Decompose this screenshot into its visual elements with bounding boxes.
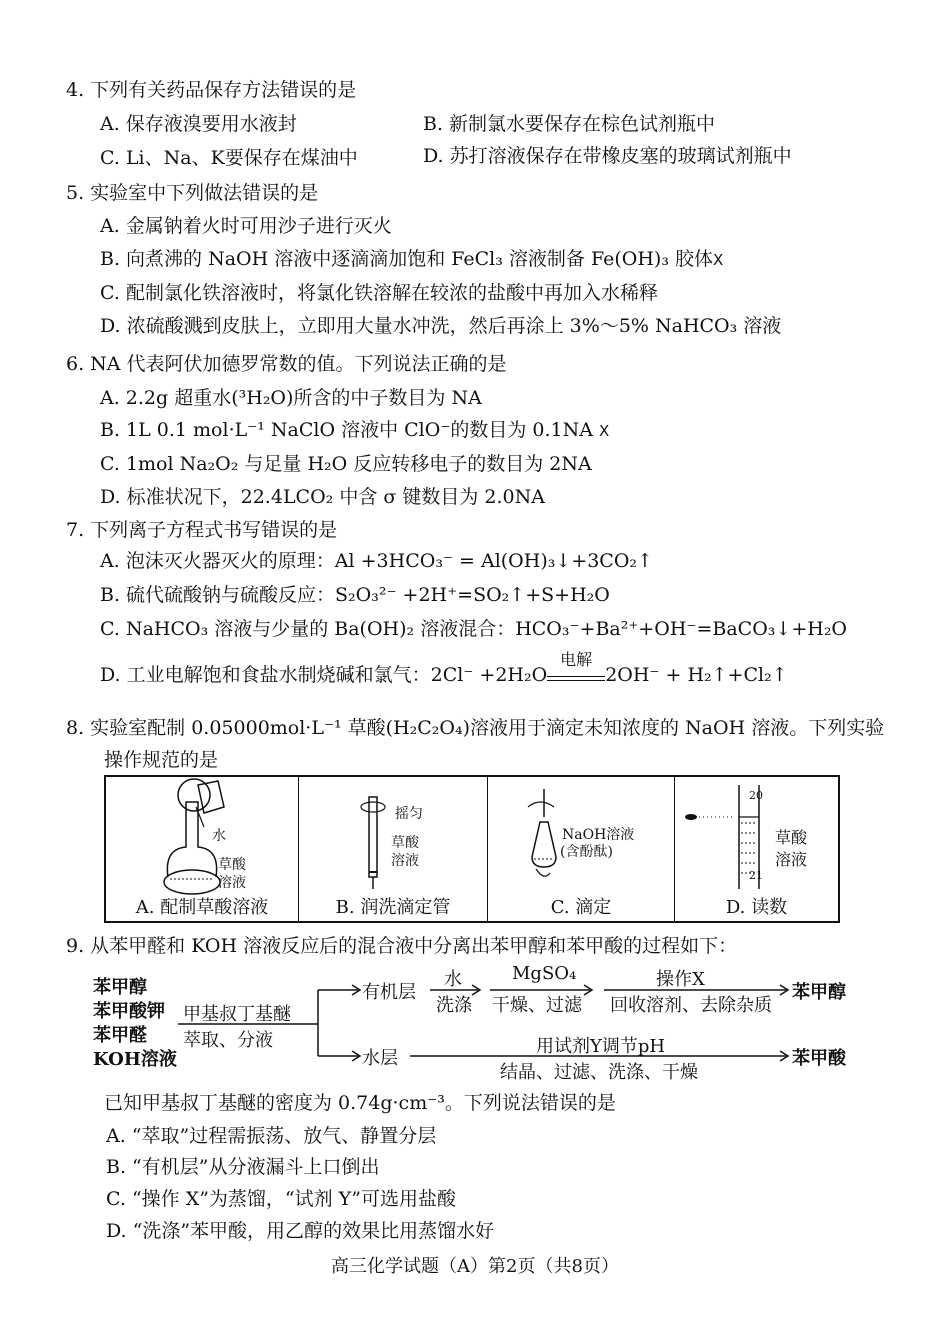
dry-filter: 干燥、过滤 [492,995,582,1016]
q7-d-condition: 电解 [560,650,593,669]
organic-layer: 有机层 [362,982,416,1003]
wash-step: 洗涤 [436,995,472,1016]
q9-stem: 9. 从苯甲醛和 KOH 溶液反应后的混合液中分离出苯甲醇和苯甲酸的过程如下： [66,935,738,957]
page-footer: 高三化学试题（A）第2页（共8页） [331,1256,619,1277]
adjust-ph: 用试剂Y调节pH [536,1036,666,1057]
label-oxalic: 草酸 [218,857,246,873]
q7-stem: 7. 下列离子方程式书写错误的是 [66,519,338,541]
q9-known: 已知甲基叔丁基醚的密度为 0.74g·cm⁻³。下列说法错误的是 [104,1092,616,1114]
label-shake: 摇匀 [395,806,423,822]
mixture-item: KOH溶液 [93,1049,177,1070]
q6-option-d: D. 标准状况下，22.4LCO₂ 中含 σ 键数目为 2.0NA [100,486,545,508]
q5-option-a: A. 金属钠着火时可用沙子进行灭火 [100,215,392,237]
equals-sign [547,676,605,681]
q4-option-c: C. Li、Na、K要保存在煤油中 [100,147,358,169]
q4-option-d: D. 苏打溶液保存在带橡皮塞的玻璃试剂瓶中 [423,145,792,167]
q5-option-d: D. 浓硫酸溅到皮肤上，立即用大量水冲洗，然后再涂上 3%～5% NaHCO₃ 溶液 [100,315,782,337]
mgso4-label: MgSO₄ [512,963,577,984]
q7-d-right: 2OH⁻ + H₂↑+Cl₂↑ [605,664,788,686]
handwritten-mark: X [599,422,610,440]
q5-option-c: C. 配制氯化铁溶液时，将氯化铁溶解在较浓的盐酸中再加入水稀释 [100,282,658,304]
q8-figure-table [104,775,840,923]
q7-option-b: B. 硫代硫酸钠与硫酸反应：S₂O₃²⁻ +2H⁺=SO₂↑+S+H₂O [100,584,610,606]
label-oxalic: 草酸 [391,835,419,851]
q8-cell-d [675,776,840,922]
caption-c: C. 滴定 [550,897,612,918]
q6-option-b [100,418,609,443]
q6-option-b-text: B. 1L 0.1 mol·L⁻¹ NaClO 溶液中 ClO⁻的数目为 0.1NA [100,419,593,441]
mixture-item: 苯甲醇 [93,977,147,998]
q8-stem-line2: 操作规范的是 [104,749,219,771]
operation-x: 操作X [656,969,705,990]
mixture-item: 苯甲醛 [93,1025,147,1046]
q5-option-b [100,247,723,272]
q7-d-left: D. 工业电解饱和食盐水制烧碱和氯气：2Cl⁻ +2H₂O [100,664,548,686]
product-benzoic-acid: 苯甲酸 [792,1048,846,1069]
label-water: 水 [212,828,226,844]
extract-step: 萃取、分液 [183,1030,273,1051]
q4-stem: 4. 下列有关药品保存方法错误的是 [66,79,357,101]
label-solution: 溶液 [391,853,419,869]
q8-cell-b [299,776,488,922]
q8-cell-a [105,776,299,922]
wash-water: 水 [444,969,462,990]
label-oxalic: 草酸 [775,828,808,847]
q4-option-b: B. 新制氯水要保存在棕色试剂瓶中 [423,113,716,135]
extract-reagent: 甲基叔丁基醚 [183,1004,291,1025]
q6-option-a: A. 2.2g 超重水(³H₂O)所含的中子数目为 NA [100,387,482,409]
recover-step: 回收溶剂、去除杂质 [610,995,772,1016]
label-phenolphthalein: (含酚酞) [560,844,613,860]
caption-b: B. 润洗滴定管 [335,897,451,918]
q7-option-c: C. NaHCO₃ 溶液与少量的 Ba(OH)₂ 溶液混合：HCO₃⁻+Ba²⁺+OH⁻=BaCO₃↓+H₂O [100,618,848,640]
q6-stem: 6. NA 代表阿伏加德罗常数的值。下列说法正确的是 [66,353,507,375]
caption-a: A. 配制草酸溶液 [135,897,269,918]
q9-option-a: A. “萃取”过程需振荡、放气、静置分层 [106,1125,437,1147]
handwritten-mark: X [712,251,724,269]
q8-cell-c [488,776,675,922]
aqueous-layer: 水层 [362,1048,398,1069]
caption-d: D. 读数 [725,897,788,918]
mixture-item: 苯甲酸钾 [93,1001,165,1022]
product-benzyl-alcohol: 苯甲醇 [792,982,846,1003]
label-solution: 溶液 [218,875,246,891]
q7-option-d [100,650,788,687]
crystallize-step: 结晶、过滤、洗涤、干燥 [500,1062,698,1083]
q9-option-b: B. “有机层”从分液漏斗上口倒出 [106,1156,380,1178]
volumetric-flask-icon [106,777,298,902]
q6-option-c: C. 1mol Na₂O₂ 与足量 H₂O 反应转移电子的数目为 2NA [100,453,592,475]
label-naoh: NaOH溶液 [562,827,635,843]
label-solution: 溶液 [775,850,808,869]
q9-option-d: D. “洗涤”苯甲酸，用乙醇的效果比用蒸馏水好 [106,1220,495,1242]
q5-stem: 5. 实验室中下列做法错误的是 [66,182,319,204]
q4-option-a: A. 保存液溴要用水液封 [100,113,297,135]
q5-option-b-text: B. 向煮沸的 NaOH 溶液中逐滴滴加饱和 FeCl₃ 溶液制备 Fe(OH)₃ 胶体 [100,248,713,270]
q9-option-c: C. “操作 X”为蒸馏，“试剂 Y”可选用盐酸 [106,1188,456,1210]
q7-option-a: A. 泡沫灭火器灭火的原理：Al +3HCO₃⁻ = Al(OH)₃↓+3CO₂↑ [100,550,653,572]
tick-21: 21 [749,869,763,882]
tick-20: 20 [749,789,763,802]
q8-stem-line1: 8. 实验室配制 0.05000mol·L⁻¹ 草酸(H₂C₂O₄)溶液用于滴定未知浓度的 NaOH 溶液。下列实验 [66,717,885,739]
